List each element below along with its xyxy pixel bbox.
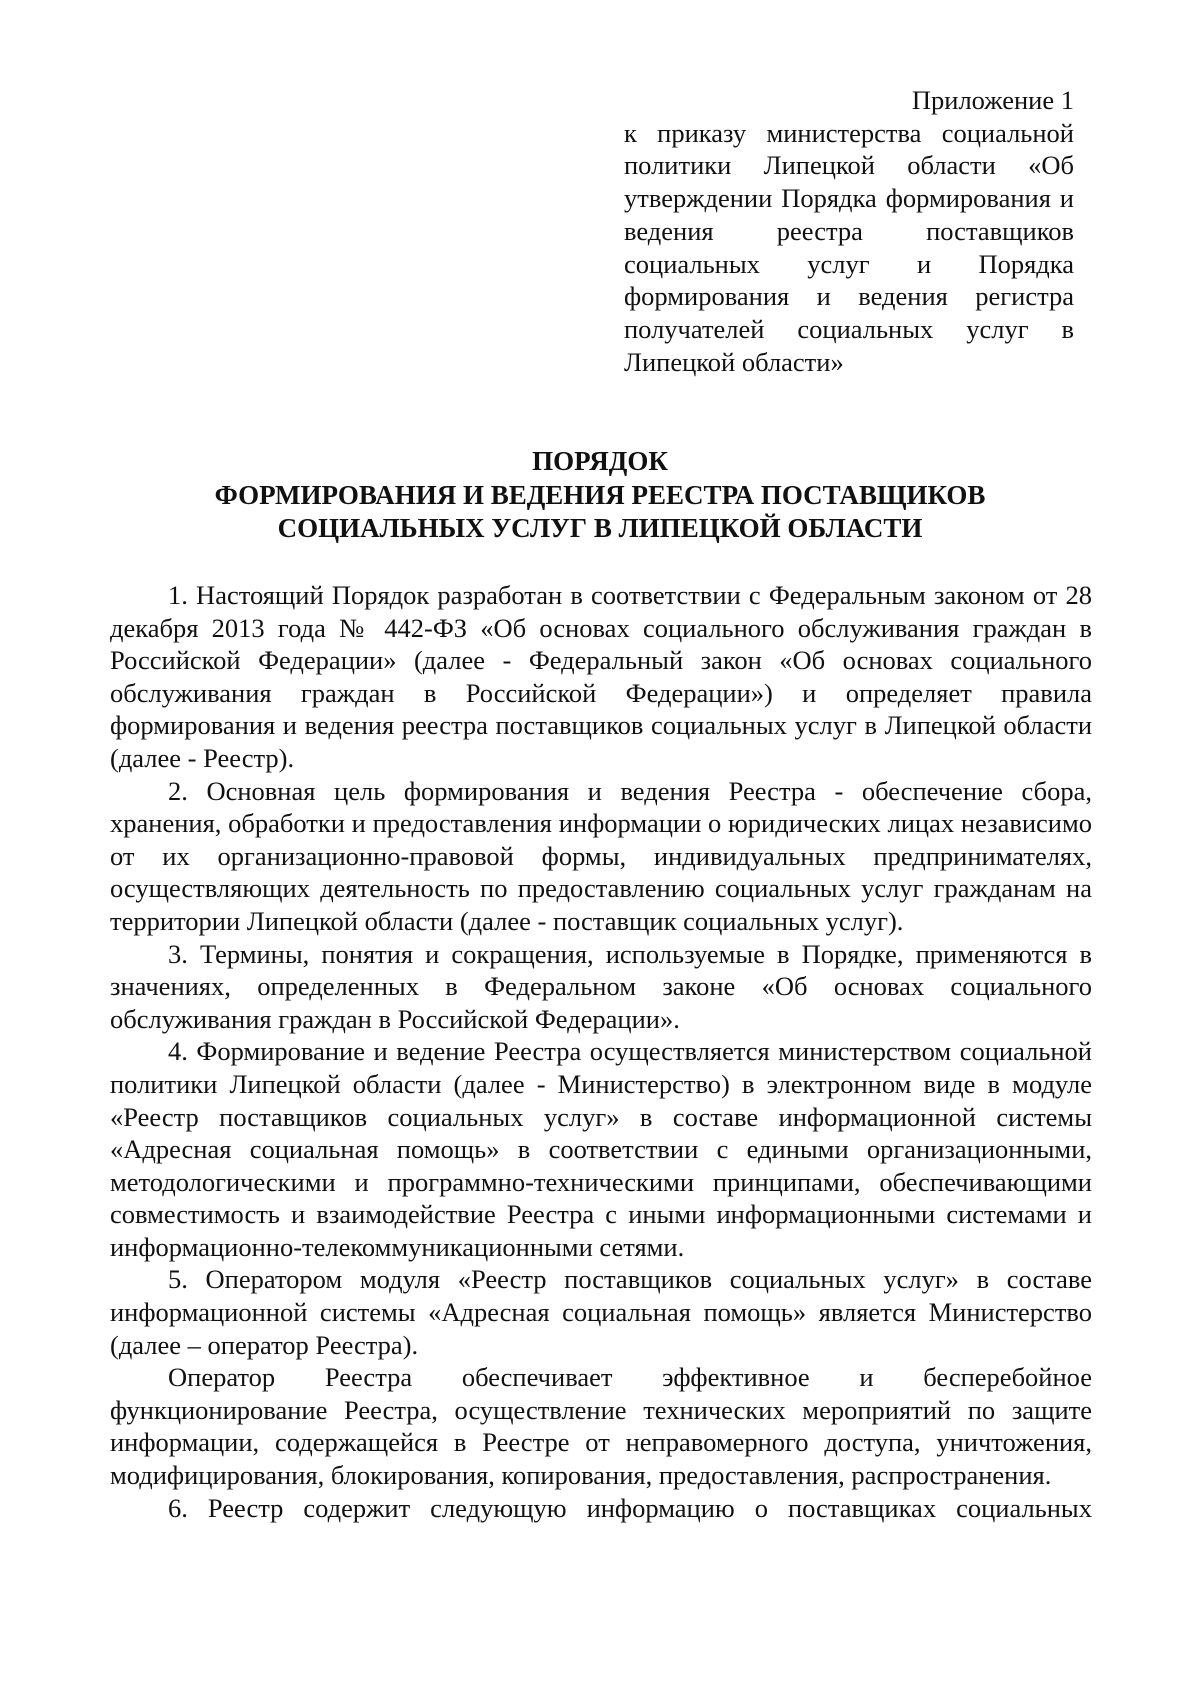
document-body (110, 579, 1092, 1524)
appendix-text: к приказу министерства социальной политики Липецкой области «Об утверждении Порядка формирования и ведения реестра поставщиков социальных услуг и Порядка формирования и ведения регистра получателей социальных услуг в Липецкой области» (624, 117, 1074, 377)
paragraph-6: 6. Реестр содержит следующую информацию о поставщиках социальных (168, 1492, 1092, 1523)
heading-line-3: СОЦИАЛЬНЫХ УСЛУГ В ЛИПЕЦКОЙ ОБЛАСТИ (277, 513, 923, 543)
paragraph-5: 5. Оператором модуля «Реестр поставщиков социальных услуг» в составе информационной системы «Адресная социальная помощь» является Министерство (далее – оператор Реестра). (110, 1264, 1092, 1360)
paragraph-2: 2. Основная цель формирования и ведения Реестра - обеспечение сбора, хранения, обработки и предоставления информации о юридических лицах независимо от их организационно-правовой формы, индивидуальных предпринимателях, осуществляющих деятельность по предоставлению социальных услуг гражданам на территории Липецкой области (далее - поставщик социальных услуг). (110, 775, 1092, 936)
appendix-title: Приложение 1 (911, 85, 1074, 115)
document-heading (100, 445, 1100, 546)
paragraph-5-operator: Оператор Реестра обеспечивает эффективное и бесперебойное функционирование Реестра, осуществление технических мероприятий по защите информации, содержащейся в Реестре от неправомерного доступа, уничтожения, модифицирования, блокирования, копирования, предоставления, распространения. (110, 1362, 1092, 1491)
paragraph-1: 1. Настоящий Порядок разработан в соответствии с Федеральным законом от 28 декабря 2013 года № 442-ФЗ «Об основах социального обслуживания граждан в Российской Федерации» (далее - Федеральный закон «Об основах социального обслуживания граждан в Российской Федерации») и определяет правила формирования и ведения реестра поставщиков социальных услуг в Липецкой области (далее - Реестр). (110, 580, 1092, 773)
paragraph-4: 4. Формирование и ведение Реестра осуществляется министерством социальной политики Липецкой области (далее - Министерство) в электронном виде в модуле «Реестр поставщиков социальных услуг» в составе информационной системы «Адресная социальная помощь» в соответствии с едиными организационными, методологическими и программно-техническими принципами, обеспечивающими совместимость и взаимодействие Реестра с иными информационными системами и информационно-телекоммуникационными сетями. (110, 1036, 1092, 1262)
paragraph-3: 3. Термины, понятия и сокращения, используемые в Порядке, применяются в значениях, определенных в Федеральном законе «Об основах социального обслуживания граждан в Российской Федерации». (110, 938, 1092, 1034)
heading-line-1: ПОРЯДОК (532, 446, 668, 476)
appendix-note (624, 84, 1074, 378)
heading-line-2: ФОРМИРОВАНИЯ И ВЕДЕНИЯ РЕЕСТРА ПОСТАВЩИКОВ (214, 479, 986, 510)
